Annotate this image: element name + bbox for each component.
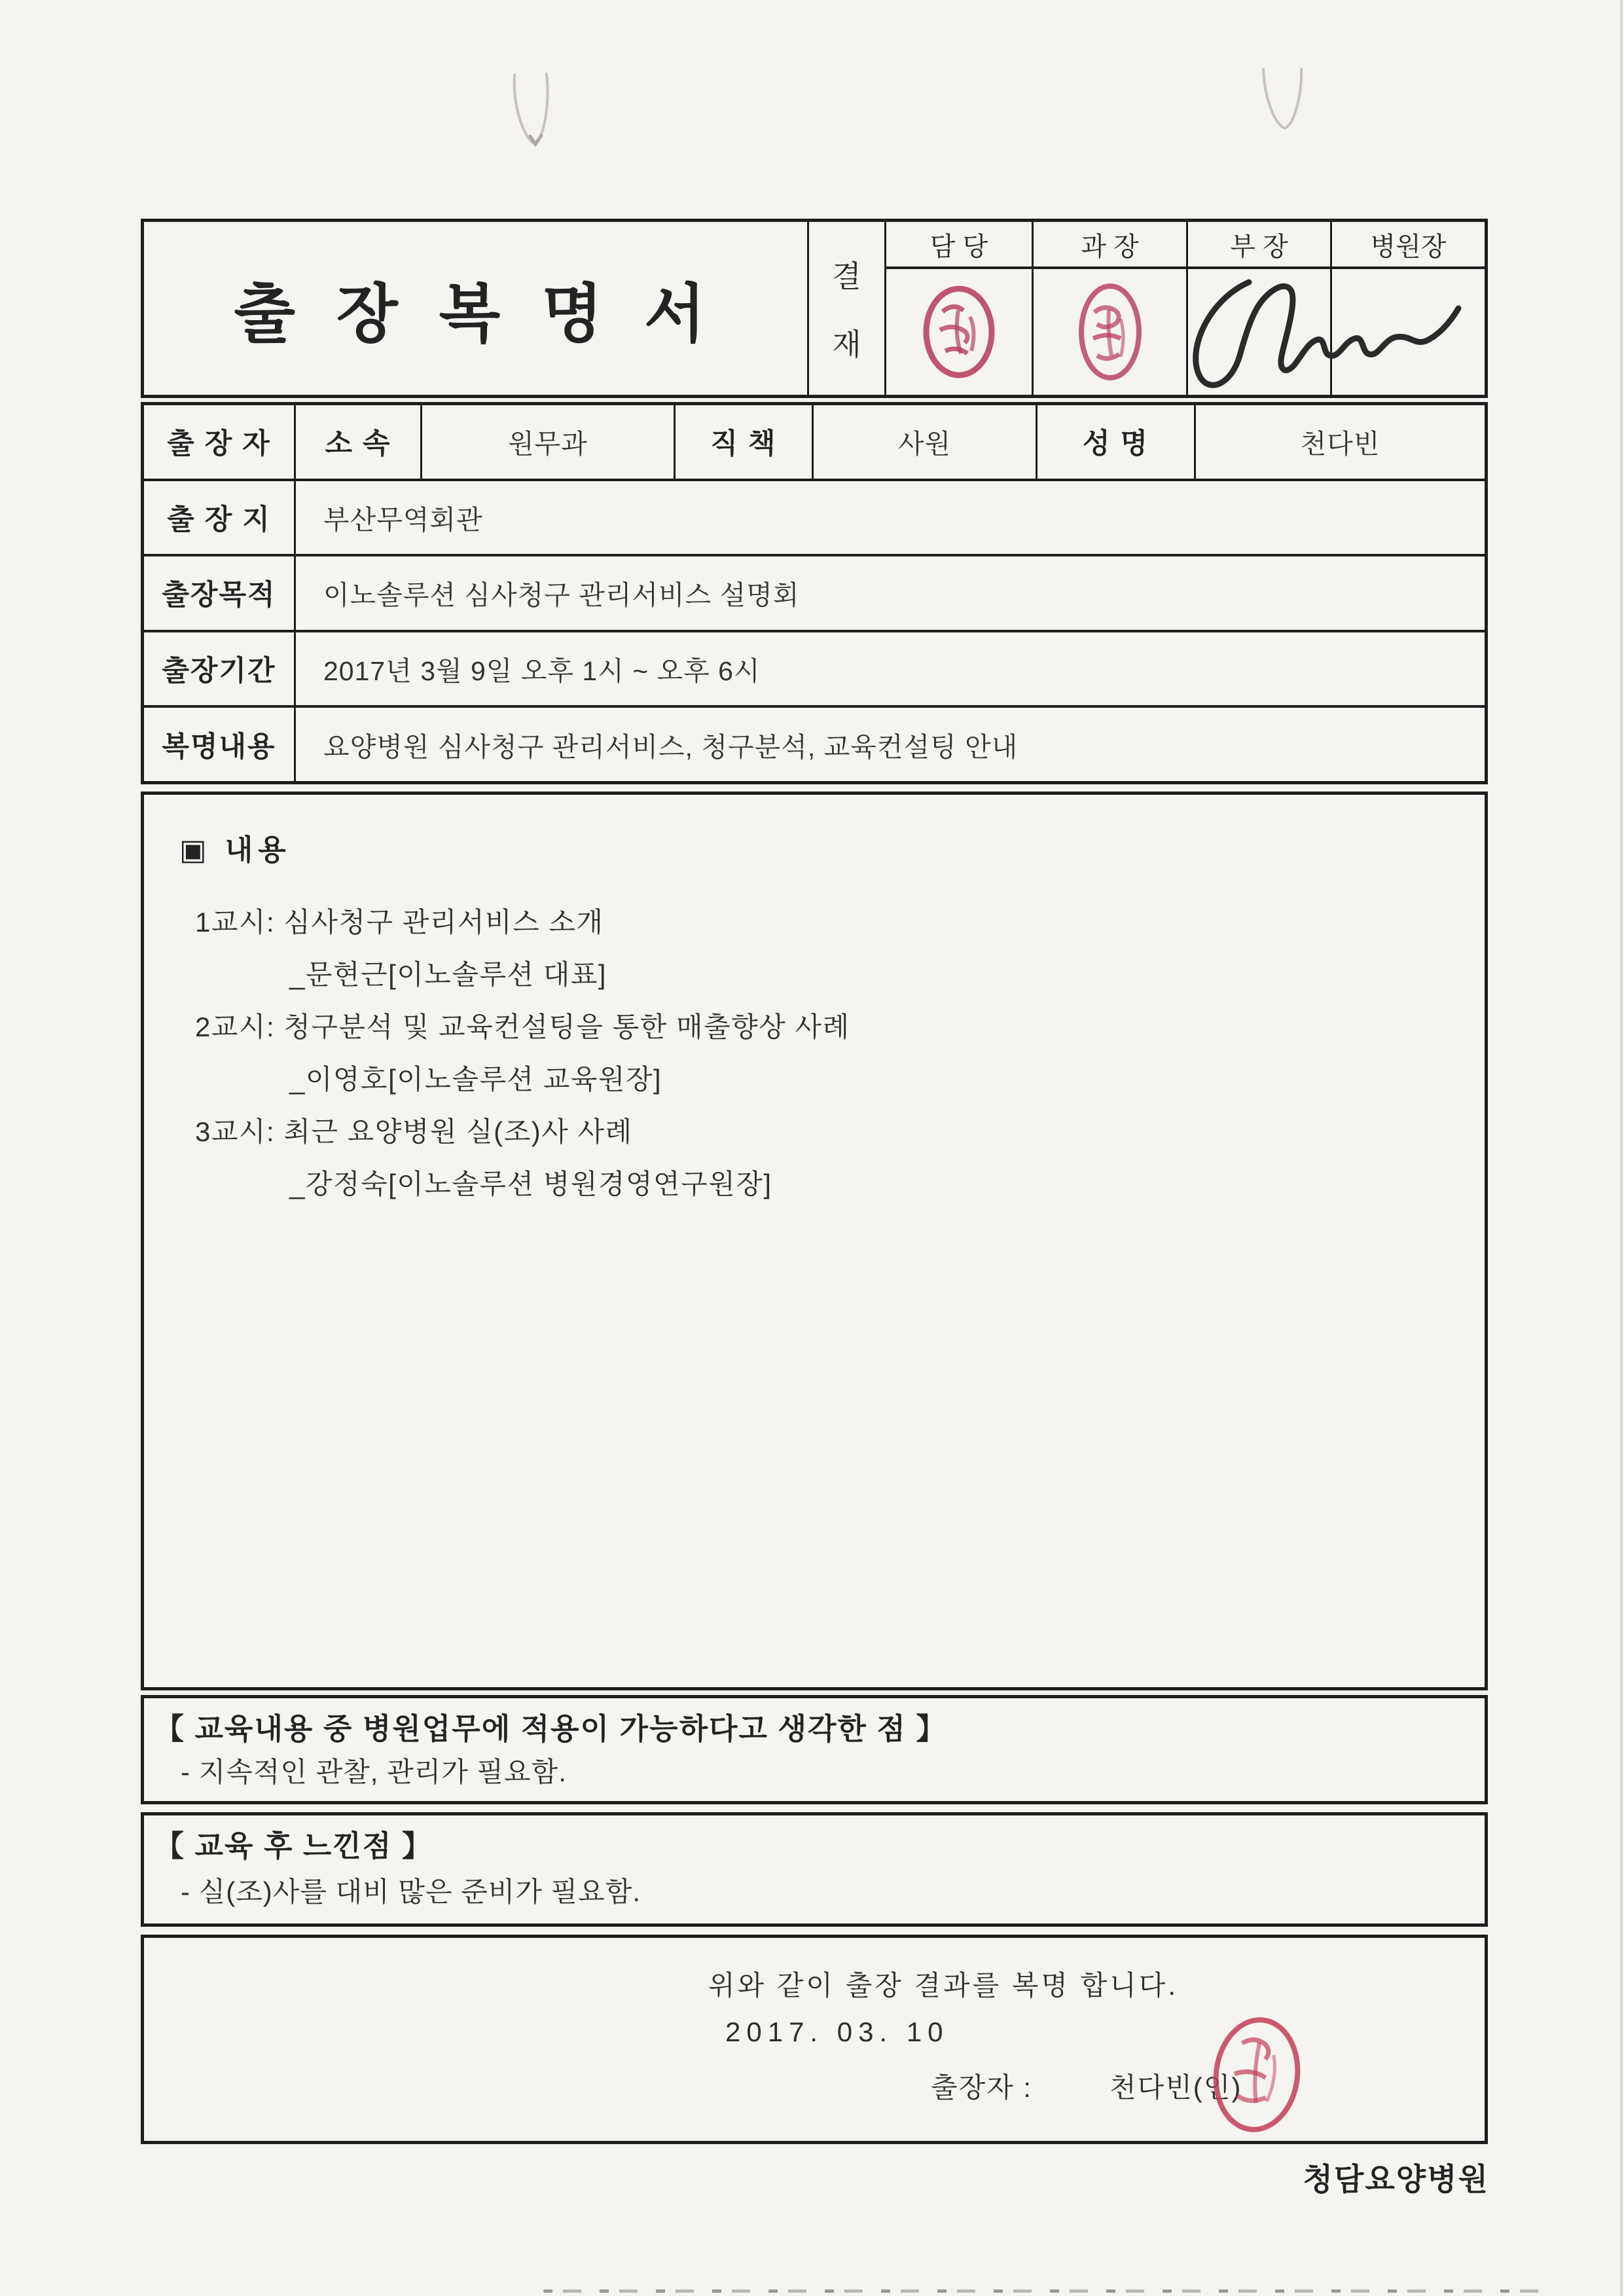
approval-header-row (886, 222, 1485, 269)
approval-header-bujang: 부 장 (1186, 222, 1330, 266)
page-title: 출 장 복 명 서 (234, 278, 717, 350)
scanner-edge-line (1620, 0, 1623, 2296)
row-value-purpose: 이노솔루션 심사청구 관리서비스 설명회 (294, 556, 1485, 630)
approval-header-gwajang: 과 장 (1032, 222, 1186, 266)
scanner-bottom-speckles (543, 2289, 1545, 2293)
row-label-purpose: 출장목적 (162, 579, 276, 611)
table-row-report-summary (144, 708, 1485, 781)
field-label-position: 직 책 (674, 405, 812, 479)
row-value-report-summary: 요양병원 심사청구 관리서비스, 청구분석, 교육컨설팅 안내 (294, 708, 1485, 781)
approval-grid (886, 222, 1485, 395)
content-box (141, 792, 1488, 1690)
row-value-destination: 부산무역회관 (294, 481, 1485, 555)
field-value-position: 사원 (812, 405, 1036, 479)
impressions-box (141, 1812, 1488, 1927)
header-table (141, 219, 1488, 398)
course-list (144, 894, 1485, 1209)
closing-date: 2017. 03. 10 (725, 2016, 949, 2047)
approval-cell-damdang (886, 269, 1032, 395)
closing-statement: 위와 같이 출장 결과를 복명 합니다. (708, 1970, 1179, 2001)
impressions-note: - 실(조)사를 대비 많은 준비가 필요함. (181, 1876, 641, 1907)
table-row-purpose (144, 556, 1485, 632)
signer-name: 천다빈(인) (1110, 2072, 1242, 2103)
applicable-points-box (141, 1695, 1488, 1804)
presenter-line-1: _문현근[이노솔루션 대표] (289, 959, 607, 990)
applicable-points-note: - 지속적인 관찰, 관리가 필요함. (181, 1757, 567, 1787)
table-row-destination (144, 481, 1485, 557)
table-row-traveler (144, 405, 1485, 481)
course-line-1: 1교시: 심사청구 관리서비스 소개 (195, 907, 604, 938)
approval-cell-gwajang (1032, 269, 1186, 395)
content-heading: ▣ 내용 (179, 834, 291, 866)
closing-signer-line (931, 2066, 1242, 2105)
staple-mark-left (505, 71, 566, 148)
row-value-period: 2017년 3월 9일 오후 1시 ~ 오후 6시 (294, 632, 1485, 706)
field-value-department: 원무과 (420, 405, 674, 479)
field-label-department: 소 속 (294, 405, 420, 479)
presenter-line-2: _이영호[이노솔루션 교육원장] (289, 1064, 662, 1095)
director-signature-icon (1172, 273, 1490, 399)
staple-mark-right (1258, 65, 1312, 139)
red-seal-stamp-gwajang-icon (1075, 280, 1146, 384)
red-seal-stamp-damdang-icon (920, 283, 998, 381)
approval-label-top: 결 (832, 259, 861, 293)
table-row-period (144, 632, 1485, 708)
row-label-destination: 출 장 지 (167, 503, 271, 536)
info-table (141, 402, 1488, 784)
approval-header-damdang: 담 당 (929, 232, 988, 261)
approval-column-label (807, 222, 886, 395)
traveler-row-label: 출 장 자 (167, 428, 271, 460)
signer-label: 출장자 : (931, 2072, 1033, 2103)
approval-header-director: 병원장 (1330, 222, 1485, 266)
applicable-points-heading: 【 교육내용 중 병원업무에 적용이 가능하다고 생각한 점 】 (154, 1712, 947, 1745)
row-label-report-summary: 복명내용 (162, 731, 276, 763)
presenter-line-3: _강정숙[이노솔루션 병원경영연구원장] (289, 1169, 772, 1199)
course-line-2: 2교시: 청구분석 및 교육컨설팅을 통한 매출향상 사례 (195, 1011, 850, 1042)
impressions-heading: 【 교육 후 느낀점 】 (154, 1829, 433, 1863)
red-seal-stamp-signer-icon (1197, 2008, 1316, 2141)
field-value-name: 천다빈 (1194, 405, 1485, 479)
hospital-name: 청담요양병원 (1303, 2162, 1489, 2196)
approval-stamp-row (886, 269, 1485, 395)
course-line-3: 3교시: 최근 요양병원 실(조)사 사례 (195, 1116, 633, 1147)
field-label-name: 성 명 (1036, 405, 1194, 479)
approval-label-bottom: 재 (832, 327, 861, 361)
row-label-period: 출장기간 (162, 655, 276, 687)
